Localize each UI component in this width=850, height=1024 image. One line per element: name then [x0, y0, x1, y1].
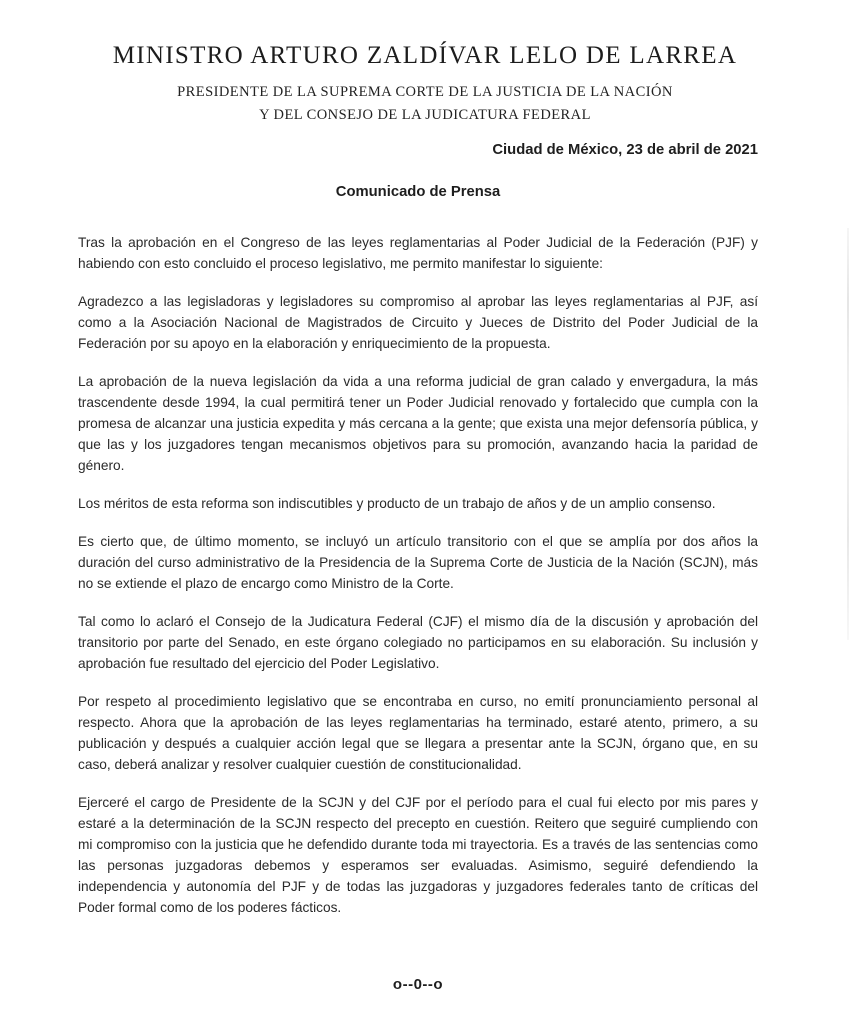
- paragraph: Agradezco a las legisladoras y legisladores su compromiso al aprobar las leyes reglamentarias al PJF, así como a la Asociación Nacional de Magistrados de Circuito y Jueces de Distrito del Poder Judicial de la Federación por su apoyo en la elaboración y enriquecimiento de la propuesta.: [78, 294, 758, 351]
- paragraph: La aprobación de la nueva legislación da vida a una reforma judicial de gran calado y envergadura, la más trascendente desde 1994, la cual permitirá tener un Poder Judicial renovado y fortalecido que cumpla con la promesa de alcanzar una justicia expedita y más cercana a la gente; que exista una mejor defensoría pública, y que las y los juzgadores tengan mecanismos objetivos para su promoción, avanzando hacia la paridad de género.: [78, 374, 758, 473]
- footer-separator: o--0--o: [392, 976, 444, 993]
- press-release-label: Comunicado de Prensa: [335, 184, 501, 200]
- document-subtitle-line1: PRESIDENTE DE LA SUPREMA CORTE DE LA JUSTICIA DE LA NACIÓN: [177, 84, 673, 100]
- paragraph: Por respeto al procedimiento legislativo que se encontraba en curso, no emití pronunciamiento personal al respecto. Ahora que la aprobación de las leyes reglamentarias ha terminado, estaré atento, primero, a su publicación y después a cualquier acción legal que se llegara a presentar ante la SCJN, órgano que, en su caso, deberá analizar y resolver cualquier cuestión de constitucionalidad.: [78, 694, 758, 772]
- paragraph: Tal como lo aclaró el Consejo de la Judicatura Federal (CJF) el mismo día de la discusión y aprobación del transitorio por parte del Senado, en este órgano colegiado no participamos en su elaboración. Su inclusión y aprobación fue resultado del ejercicio del Poder Legislativo.: [78, 614, 758, 671]
- dateline: Ciudad de México, 23 de abril de 2021: [492, 142, 758, 158]
- paragraph: Ejerceré el cargo de Presidente de la SCJN y del CJF por el período para el cual fui electo por mis pares y estaré a la determinación de la SCJN respecto del precepto en cuestión. Reitero que seguiré cumpliendo con mi compromiso con la justicia que he defendido durante toda mi trayectoria. Es a través de las sentencias como las personas juzgadoras debemos y esperamos ser evaluadas. Asimismo, seguiré defendiendo la independencia y autonomía del PJF y de todas las juzgadoras y juzgadores federales tanto de críticas del Poder formal como de los poderes fácticos.: [78, 795, 758, 915]
- paragraph: Tras la aprobación en el Congreso de las leyes reglamentarias al Poder Judicial de la Federación (PJF) y habiendo con esto concluido el proceso legislativo, me permito manifestar lo siguiente:: [78, 235, 758, 271]
- document-subtitle-line2: Y DEL CONSEJO DE LA JUDICATURA FEDERAL: [259, 107, 591, 123]
- document-body: [78, 232, 758, 935]
- paragraph: Es cierto que, de último momento, se incluyó un artículo transitorio con el que se amplía por dos años la duración del curso administrativo de la Presidencia de la Suprema Corte de Justicia de la Nación (SCJN), más no se extiende el plazo de encargo como Ministro de la Corte.: [78, 534, 758, 591]
- paragraph: Los méritos de esta reforma son indiscutibles y producto de un trabajo de años y de un amplio consenso.: [78, 496, 716, 511]
- scan-artifact-line: [847, 228, 849, 640]
- document-title: MINISTRO ARTURO ZALDÍVAR LELO DE LARREA: [112, 42, 738, 69]
